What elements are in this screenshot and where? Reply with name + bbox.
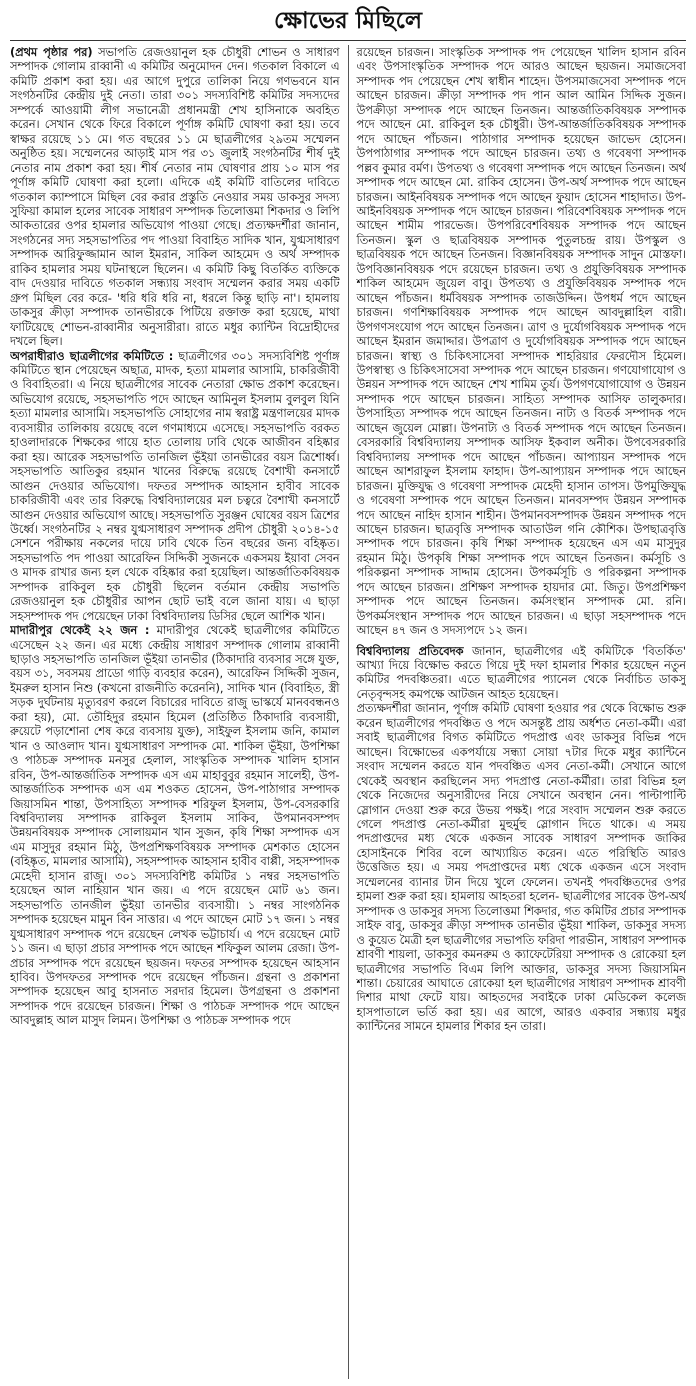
article-paragraph — [356, 701, 686, 1033]
page-headline: ক্ষোভের মিছিলে — [274, 7, 422, 34]
paragraph-lead: বিশ্ববিদ্যালয় প্রতিবেদক — [356, 643, 464, 658]
headline-rule — [10, 40, 686, 41]
paragraph-text: ছাত্রলীগের ৩০১ সদস্যবিশিষ্ট পূর্ণাঙ্গ কমিটিতে স্থান পেয়েছেন অছাত্র, মাদক, হত্যা মামলার আসামি, চাকরিজীবী ও বিবাহিতরা। এ নিয়ে ছাত্রলীগের সাবেক নেতারা ক্ষোভ প্রকাশ করেছেন। অভিযোগ রয়েছে, সহসভাপতি পদে আছেন আমিনুল ইসলাম বুলবুল যিনি হত্যা মামলার আসামি। সহসভাপতি সোহাগের নাম স্বরাষ্ট্র মন্ত্রণালয়ের মাদক ব্যবসায়ীর তালিকায় রয়েছে বলে গণমাধ্যমে এসেছে। সহসভাপতি বরকত হাওলাদারকে শিক্ষকের গায়ে হাত তোলায় ঢাবি থেকে আজীবন বহিষ্কার করা হয়। আরেক সহসভাপতি তানজিল ভূঁইয়া তানভীরের বয়স ত্রিশোর্ধ্ব। সহসভাপতি আতিকুর রহমান খানের বিরুদ্ধে রয়েছে বৈশাখী কনসার্টে আগুন দেওয়ার অভিযোগ। দফতর সম্পাদক আহসান হাবীব সাবেক চাকরিজীবী এবং তার বিরুদ্ধে বিশ্ববিদ্যালয়ের মল চত্বরে বৈশাখী কনসার্টে আগুন দেওয়ার অভিযোগ আছে। সহসভাপতি সুরঞ্জন ঘোষের বয়স ত্রিশের উর্ধ্বে। সংগঠনটির ২ নম্বর যুগ্মসাধারণ সম্পাদক প্রদীপ চৌধুরী ২০১৪-১৫ সেশনে পরীক্ষায় নকলের দায়ে ঢাবি থেকে তিন বছরের জন্য বহিষ্কৃত। সহসভাপতি পদ পাওয়া আরেফিন সিদ্দিকী সুজনকে একসময় ইয়াবা সেবন ও মাদক রাখার জন্য হল থেকে বহিষ্কার করা হয়েছিল। আন্তর্জাতিকবিষয়ক সম্পাদক রাকিবুল হক চৌধুরী ছিলেন বর্তমান কেন্দ্রীয় সভাপতি রেজওয়ানুল হক চৌধুরীর আপন ছোট ভাই বলে জানা যায়। এ ছাড়া সহসম্পাদক পদ পেয়েছেন ঢাকা বিশ্ববিদ্যালয় ডিসির ছেলে আশিক খান। — [10, 348, 340, 623]
left-column — [10, 45, 340, 1379]
paragraph-text: প্রত্যক্ষদর্শীরা জানান, পূর্ণাঙ্গ কমিটি ঘোষণা হওয়ার পর থেকে বিক্ষোভ শুরু করেন ছাত্রলীগের পদবঞ্চিত ও পদে অসন্তুষ্ট প্রায় অর্ধশত নেতা-কর্মী। এরা সবাই ছাত্রলীগের বিগত কমিটিতে পদপ্রাপ্ত এবং ডাকসুর বিভিন্ন পদে আছেন। বিক্ষোভের একপর্যায়ে সন্ধ্যা সোয়া ৭টার দিকে মধুর ক্যান্টিনে সংবাদ সম্মেলন করতে যান পদবঞ্চিত এসব নেতা-কর্মী। সেখানে আগে থেকেই অবস্থান করছিলেন সদ্য পদপ্রাপ্ত নেতা-কর্মীরা। তারা বিভিন্ন হল থেকে নিজেদের অনুসারীদের নিয়ে সেখানে অবস্থান নেন। পাল্টাপাল্টি স্লোগান দেওয়া শুরু করে উভয় পক্ষই। পরে সংবাদ সম্মেলন শুরু করতে গেলে পদপ্রাপ্ত নেতা-কর্মীরা মুহুর্মুহু স্লোগান দিতে থাকে। এ সময় পদপ্রাপ্তদের মধ্য থেকে একজন সাবেক সাধারণ সম্পাদক জাকির হোসাইনকে শিবির বলে আখ্যায়িত করেন। এতে পরিস্থিতি আরও উত্তেজিত হয়। এ সময় পদপ্রাপ্তদের মধ্য থেকে একজন এসে সংবাদ সম্মেলনের ব্যানার টান দিয়ে খুলে ফেলেন। তখনই পদবঞ্চিতদের ওপর হামলা শুরু করা হয়। হামলায় আহতরা হলেন- ছাত্রলীগের সাবেক উপ-অর্থ সম্পাদক ও ডাকসুর সদস্য তিলোত্তমা শিকদার, গত কমিটির প্রচার সম্পাদক সাইফ বাবু, ডাকসুর ক্রীড়া সম্পাদক তানভীর ভূঁইয়া শাকিল, ডাকসুর সদস্য ও কুয়েত মৈত্রী হল ছাত্রলীগের সভাপতি ফরিদা পারভীন, সাধারণ সম্পাদক শ্রাবণী শায়লা, ডাকসুর কমনরুম ও ক্যাফেটেরিয়া সম্পাদক ও রোকেয়া হল ছাত্রলীগের সভাপতি বিএম লিপি আক্তার, ডাকসুর সদস্য জিয়াসমিন শান্তা। চেয়ারের আঘাতে রোকেয়া হল ছাত্রলীগের সাধারণ সম্পাদক শ্রাবণী দিশার মাথা ফেটে যায়। আহতদের সবাইকে ঢাকা মেডিকেল কলেজ হাসপাতালে ভর্তি করা হয়। এর আগে, আরও একবার সন্ধ্যায় মধুর ক্যান্টিনের সামনে হামলার শিকার হন তারা। — [356, 701, 686, 1034]
article-paragraph — [356, 45, 686, 638]
paragraph-text: সভাপতি রেজওয়ানুল হক চৌধুরী শোভন ও সাধারণ সম্পাদক গোলাম রাব্বানী এ কমিটির অনুমোদন দেন। গতকাল বিকালে এ কমিটি প্রকাশ করা হয়। এর আগে দুপুরে তালিকা নিয়ে গণভবনে যান সংগঠনটির কেন্দ্রীয় দুই নেতা। তারা ৩০১ সদস্যবিশিষ্ট কমিটির সদস্যদের সম্পর্কে আওয়ামী লীগ সভানেত্রী প্রধানমন্ত্রী শেখ হাসিনাকে অবহিত করেন। সেখান থেকে ফিরে বিকালে পূর্ণাঙ্গ কমিটি ঘোষণা করা হয়। তবে স্বাক্ষর রয়েছে ১১ মে। গত বছরের ১১ মে ছাত্রলীগের ২৯তম সম্মেলন অনুষ্ঠিত হয়। সম্মেলনের আড়াই মাস পর ৩১ জুলাই সংগঠনটির শীর্ষ দুই নেতার নাম প্রকাশ করা হয়। শীর্ষ নেতার নাম ঘোষণার প্রায় ১০ মাস পর পূর্ণাঙ্গ কমিটি ঘোষণা করা হলো। এদিকে এই কমিটি বাতিলের দাবিতে গতকাল ক্যাম্পাসে মিছিল বের করার প্রস্তুতি নেওয়ার সময় ডাকসুর সদস্য সুফিয়া কামাল হলের সাবেক সাধারণ সম্পাদক তিলোত্তমা শিকদার ও লিপি আকতারের ওপর হামলার অভিযোগ পাওয়া গেছে। প্রত্যক্ষদর্শীরা জানান, সংগঠনের সদ্য সহসভাপতির পদ পাওয়া বিবাহিত সাদিক খান, যুগ্মসাধারণ সম্পাদক আরিফুজ্জামান আল ইমরান, সাকিল আহমেদ ও অর্থ সম্পাদক রাকিব হামলার সময় ঘটনাস্থলে ছিলেন। এ কমিটি কিছু বিতর্কিত ব্যক্তিকে বাদ দেওয়ার দাবিতে গতকাল সন্ধ্যায় সংবাদ সম্মেলন করার সময় একটি গ্রুপ মিছিল বের করে- 'ধরি ধরি ধরি না, ধরলে কিন্তু ছাড়ি না'। হামলায় ডাকসুর ক্রীড়া সম্পাদক তানভীরকে পিটিয়ে রক্তাক্ত করা হয়েছে, মাথা ফাটিয়েছে শোভন-রাব্বানীর অনুসারীরা। রাতে মধুর ক্যান্টিন বিদ্রোহীদের দখলে ছিল। — [10, 45, 340, 349]
paragraph-text: রয়েছেন চারজন। সাংস্কৃতিক সম্পাদক পদ পেয়েছেন খালিদ হাসান রবিন এবং উপসাংস্কৃতিক সম্পাদক পদে আরও আছেন ছয়জন। সমাজসেবা সম্পাদক পদ পেয়েছেন শেখ স্বাধীন শাহেদ। উপসমাজসেবা সম্পাদক পদে আছেন চারজন। ক্রীড়া সম্পাদক পদ পান আল আমিন সিদ্দিক সুজন। উপক্রীড়া সম্পাদক পদে আছেন তিনজন। আন্তর্জাতিকবিষয়ক সম্পাদক পদে আছেন মো. রাকিবুল হক চৌধুরী। উপ-আন্তর্জাতিকবিষয়ক সম্পাদক পদে আছেন পাঁচজন। পাঠাগার সম্পাদক হয়েছেন জাভেদ হোসেন। উপপাঠাগার সম্পাদক পদে আছেন চারজন। তথ্য ও গবেষণা সম্পাদক পল্লব কুমার বর্মণ। উপতথ্য ও গবেষণা সম্পাদক পদে আছেন তিনজন। অর্থ সম্পাদক পদে আছেন মো. রাকিব হোসেন। উপ-অর্থ সম্পাদক পদে আছেন চারজন। আইনবিষয়ক সম্পাদক পদে আছেন ফুয়াদ হোসেন শাহাদাত। উপ-আইনবিষয়ক সম্পাদক পদে আছেন চারজন। পরিবেশবিষয়ক সম্পাদক পদে আছেন শামীম পারভেজ। উপপরিবেশবিষয়ক সম্পাদক পদে আছেন তিনজন। স্কুল ও ছাত্রবিষয়ক সম্পাদক পুতুলচন্দ্র রায়। উপস্কুল ও ছাত্রবিষয়ক পদে আছেন তিনজন। বিজ্ঞানবিষয়ক সম্পাদক সাদুন মোস্তফা। উপবিজ্ঞানবিষয়ক পদে রয়েছেন চারজন। তথ্য ও প্রযুক্তিবিষয়ক সম্পাদক শাকিল আহমেদ জুয়েল বাবু। উপতথ্য ও প্রযুক্তিবিষয়ক সম্পাদক পদে আছেন পাঁচজন। ধর্মবিষয়ক সম্পাদক তাজউদ্দিন। উপধর্ম পদে আছেন চারজন। গণশিক্ষাবিষয়ক সম্পাদক পদে আছেন আবদুল্লাহিল বারী। উপগণসংযোগ পদে আছেন তিনজন। ত্রাণ ও দুর্যোগবিষয়ক সম্পাদক পদে আছেন ইমরান জমাদ্দার। উপত্রাণ ও দুর্যোগবিষয়ক সম্পাদক পদে আছেন চারজন। স্বাস্থ্য ও চিকিৎসাসেবা সম্পাদক শাহরিয়ার ফেরদৌস হিমেল। উপস্বাস্থ্য ও চিকিৎসাসেবা সম্পাদক পদে আছেন চারজন। গণযোগাযোগ ও উন্নয়ন সম্পাদক পদে আছেন শেখ শামিম তুর্য। উপগণযোগাযোগ ও উন্নয়ন সম্পাদক পদে আছেন চারজন। সাহিত্য সম্পাদক আসিফ তালুকদার। উপসাহিত্য সম্পাদক পদে আছেন তিনজন। নাট্য ও বিতর্ক সম্পাদক পদে আছেন জুয়েল মোল্লা। উপনাট্য ও বিতর্ক সম্পাদক পদে আছেন তিনজন। বেসরকারি বিশ্ববিদ্যালয় সম্পাদক আসিফ ইকবাল অনীক। উপবেসরকারি বিশ্ববিদ্যালয় সম্পাদক পদে আছেন পাঁচজন। আপ্যায়ন সম্পাদক পদে আছেন আশরাফুল ইসলাম ফাহাদ। উপ-আপ্যায়ন সম্পাদক পদে আছেন চারজন। মুক্তিযুদ্ধ ও গবেষণা সম্পাদক মেহেদী হাসান তাপস। উপমুক্তিযুদ্ধ ও গবেষণা সম্পাদক পদে আছেন তিনজন। মানবসম্পদ উন্নয়ন সম্পাদক পদে আছেন নাহিদ হাসান শাহীন। উপমানবসম্পাদক উন্নয়ন সম্পাদক পদে আছেন চারজন। ছাত্রবৃত্তি সম্পাদক আতাউল গনি কৌশিক। উপছাত্রবৃত্তি সম্পাদক পদে চারজন। কৃষি শিক্ষা সম্পাদক হয়েছেন এস এম মাসুদুর রহমান মিঠু। উপকৃষি শিক্ষা সম্পাদক পদে আছেন তিনজন। কর্মসূচি ও পরিকল্পনা সম্পাদক সাদ্দাম হোসেন। উপকর্মসূচি ও পরিকল্পনা সম্পাদক পদে আছেন চারজন। প্রশিক্ষণ সম্পাদক হায়দার মো. জিতু। উপপ্রশিক্ষণ সম্পাদক পদে আছেন তিনজন। কর্মসংস্থান সম্পাদক মো. রনি। উপকর্মসংস্থান সম্পাদক পদে আছেন চারজন। এ ছাড়া সহসম্পাদক পদে আছেন ৪৭ জন ও সদস্যপদে ১২ জন। — [356, 45, 686, 638]
article-paragraph — [10, 349, 340, 624]
article-columns — [10, 45, 686, 1379]
paragraph-lead: মাদারীপুর থেকেই ২২ জন : — [10, 623, 150, 638]
paragraph-text: জানান, ছাত্রলীগের এই কমিটিকে 'বিতর্কিত' আখ্যা দিয়ে বিক্ষোভ করতে গিয়ে দুই দফা হামলার শিকার হয়েছেন নতুন কমিটির পদবঞ্চিতরা। এতে ছাত্রলীগের প্যানেল থেকে নির্বাচিত ডাকসু নেতৃবৃন্দসহ কমপক্ষে আটজন আহত হয়েছেন। — [356, 643, 686, 701]
paragraph-lead: অপরাধীরাও ছাত্রলীগের কমিটিতে : — [10, 348, 174, 363]
paragraph-lead: (প্রথম পৃষ্ঠার পর) — [10, 45, 93, 59]
headline-wrap — [10, 6, 686, 36]
right-column — [356, 45, 686, 1379]
article-paragraph — [10, 45, 340, 349]
article-paragraph — [356, 644, 686, 702]
paragraph-text: মাদারীপুর থেকেই ছাত্রলীগের কমিটিতে এসেছেন ২২ জন। এর মধ্যে কেন্দ্রীয় সাধারণ সম্পাদক গোলাম রাব্বানী ছাড়াও সহসভাপতি তানজিল ভূঁইয়া তানভীর (ঠিকাদারি ব্যবসার সঙ্গে যুক্ত, বয়স ৩১, সবসময় প্রাডো গাড়ি ব্যবহার করেন), আরেফিন সিদ্দিকী সুজন, ইমরুল হাসান নিশু (কখনো রাজনীতি করেননি), সাদিক খান (বিবাহিত, স্ত্রী সড়ক দুর্ঘটনায় মৃত্যুবরণ করলে বিচারের দাবিতে রাজু ভাস্কর্যে মানববন্ধনও করা হয়), মো. তৌহিদুর রহমান হিমেল (প্রতিষ্ঠিত ঠিকাদারি ব্যবসায়ী, রুয়েটে পড়াশোনা শেষ করে ব্যবসায় যুক্ত), সাইফুল ইসলাম জনি, কামাল খান ও আওলাদ খান। যুগ্মসাধারণ সম্পাদক মো. শাকিল ভূঁইয়া, উপশিক্ষা ও পাঠচক্র সম্পাদক মনসুর হেলাল, সাংস্কৃতিক সম্পাদক খালিদ হাসান রবিন, উপ-আন্তর্জাতিক সম্পাদক এস এম মাহাবুবুর রহমান সালেহী, উপ-আন্তর্জাতিক সম্পাদক এস এম শওকত হোসেন, উপ-পাঠাগার সম্পাদক জিয়াসমিন শান্তা, উপসাহিত্য সম্পাদক শরিফুল ইসলাম, উপ-বেসরকারি বিশ্ববিদ্যালয় সম্পাদক রাকিবুল ইসলাম সাকিব, উপমানবসম্পদ উন্নয়নবিষয়ক সম্পাদক সোলায়মান খান সুজন, কৃষি শিক্ষা সম্পাদক এস এম মাসুদুর রহমান মিঠু, উপপ্রশিক্ষণবিষয়ক সম্পাদক মেশকাত হোসেন (বহিষ্কৃত, মামলার আসামি), সহসম্পাদক আহসান হাবীব বাপ্পী, সহসম্পাদক মেহেদী হাসান রাজু। ৩০১ সদস্যবিশিষ্ট কমিটির ১ নম্বর সহসভাপতি হয়েছেন আল নাহিয়ান খান জয়। এ পদে রয়েছেন মোট ৬১ জন। সহসভাপতি তানজীল ভুঁইয়া তানভীর ব্যবসায়ী। ১ নম্বর সাংগঠনিক সম্পাদক হয়েছেন মামুন বিন সাত্তার। এ পদে আছেন মোট ১৭ জন। ১ নম্বর যুগ্মসাধারণ সম্পাদক পদে রয়েছেন লেখক ভট্টাচার্য। এ পদে রয়েছেন মোট ১১ জন। এ ছাড়া প্রচার সম্পাদক পদে আছেন শফিকুল আলম রেজা। উপ-প্রচার সম্পাদক পদে রয়েছেন ছয়জন। দফতর সম্পাদক হয়েছেন আহসান হাবিব। উপদফতর সম্পাদক পদে রয়েছেন পাঁচজন। গ্রন্থনা ও প্রকাশনা সম্পাদক হয়েছেন আবু হাসনাত সরদার হিমেল। উপগ্রন্থনা ও প্রকাশনা সম্পাদক পদে রয়েছেন চারজন। শিক্ষা ও পাঠচক্র সম্পাদক পদে আছেন আবদুল্লাহ আল মাসুদ লিমন। উপশিক্ষা ও পাঠচক্র সম্পাদক পদে — [10, 623, 340, 1028]
column-divider — [348, 45, 349, 1379]
article-paragraph — [10, 623, 340, 1028]
